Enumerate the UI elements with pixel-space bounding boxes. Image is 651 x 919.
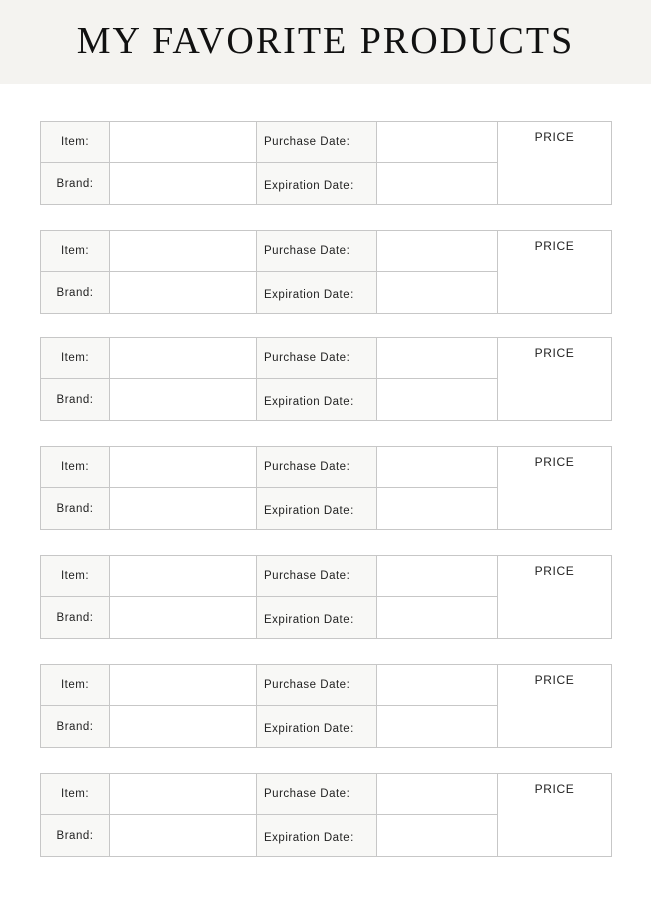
price-field[interactable] [498, 556, 611, 638]
purchase-date-field[interactable] [377, 556, 498, 597]
item-field[interactable] [110, 774, 257, 815]
purchase-date-label: Purchase Date: [257, 556, 377, 597]
price-field[interactable] [498, 447, 611, 529]
product-card-5 [40, 555, 612, 639]
purchase-date-field[interactable] [377, 231, 498, 272]
product-card-7 [40, 773, 612, 857]
item-field[interactable] [110, 447, 257, 488]
price-label: PRICE [534, 346, 575, 360]
brand-label: Brand: [41, 488, 110, 529]
page-header [0, 0, 651, 84]
item-label: Item: [41, 338, 110, 379]
item-field[interactable] [110, 665, 257, 706]
brand-label: Brand: [41, 163, 110, 204]
expiration-date-label: Expiration Date: [257, 163, 377, 204]
purchase-date-label: Purchase Date: [257, 774, 377, 815]
item-label: Item: [41, 665, 110, 706]
price-field[interactable] [498, 122, 611, 204]
expiration-date-field[interactable] [377, 815, 498, 856]
purchase-date-label: Purchase Date: [257, 447, 377, 488]
item-field[interactable] [110, 122, 257, 163]
price-label: PRICE [534, 239, 575, 253]
expiration-date-label: Expiration Date: [257, 815, 377, 856]
purchase-date-field[interactable] [377, 665, 498, 706]
price-field[interactable] [498, 665, 611, 747]
item-label: Item: [41, 122, 110, 163]
price-label: PRICE [534, 782, 575, 796]
purchase-date-field[interactable] [377, 774, 498, 815]
expiration-date-field[interactable] [377, 706, 498, 747]
purchase-date-field[interactable] [377, 338, 498, 379]
brand-field[interactable] [110, 163, 257, 204]
brand-field[interactable] [110, 379, 257, 420]
price-label: PRICE [534, 564, 575, 578]
brand-label: Brand: [41, 272, 110, 313]
purchase-date-label: Purchase Date: [257, 665, 377, 706]
expiration-date-label: Expiration Date: [257, 272, 377, 313]
expiration-date-field[interactable] [377, 379, 498, 420]
item-field[interactable] [110, 231, 257, 272]
purchase-date-field[interactable] [377, 447, 498, 488]
product-card-2 [40, 230, 612, 314]
price-field[interactable] [498, 231, 611, 313]
item-label: Item: [41, 447, 110, 488]
purchase-date-label: Purchase Date: [257, 231, 377, 272]
expiration-date-label: Expiration Date: [257, 379, 377, 420]
brand-label: Brand: [41, 379, 110, 420]
product-card-6 [40, 664, 612, 748]
expiration-date-field[interactable] [377, 488, 498, 529]
brand-field[interactable] [110, 488, 257, 529]
price-field[interactable] [498, 338, 611, 420]
page-title: MY FAVORITE PRODUCTS [76, 20, 575, 62]
product-card-3 [40, 337, 612, 421]
brand-label: Brand: [41, 597, 110, 638]
item-label: Item: [41, 556, 110, 597]
item-label: Item: [41, 231, 110, 272]
product-card-1 [40, 121, 612, 205]
brand-field[interactable] [110, 597, 257, 638]
purchase-date-label: Purchase Date: [257, 338, 377, 379]
brand-field[interactable] [110, 706, 257, 747]
brand-field[interactable] [110, 272, 257, 313]
expiration-date-label: Expiration Date: [257, 706, 377, 747]
purchase-date-label: Purchase Date: [257, 122, 377, 163]
brand-label: Brand: [41, 815, 110, 856]
brand-field[interactable] [110, 815, 257, 856]
expiration-date-field[interactable] [377, 272, 498, 313]
expiration-date-label: Expiration Date: [257, 597, 377, 638]
item-field[interactable] [110, 556, 257, 597]
price-field[interactable] [498, 774, 611, 856]
item-label: Item: [41, 774, 110, 815]
expiration-date-label: Expiration Date: [257, 488, 377, 529]
price-label: PRICE [534, 673, 575, 687]
item-field[interactable] [110, 338, 257, 379]
price-label: PRICE [534, 130, 575, 144]
expiration-date-field[interactable] [377, 597, 498, 638]
price-label: PRICE [534, 455, 575, 469]
expiration-date-field[interactable] [377, 163, 498, 204]
brand-label: Brand: [41, 706, 110, 747]
purchase-date-field[interactable] [377, 122, 498, 163]
product-card-4 [40, 446, 612, 530]
